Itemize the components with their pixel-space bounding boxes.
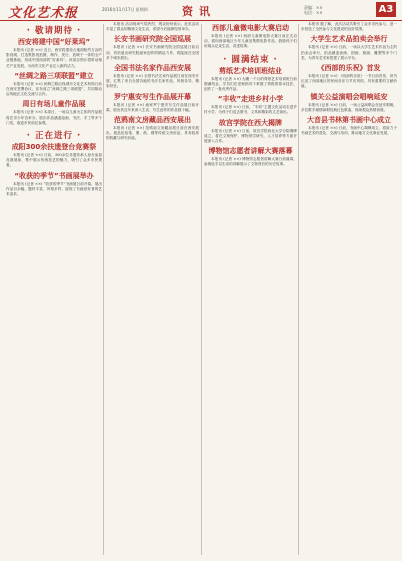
article-headline: 全国书法名家作品西安展 [114,64,191,73]
news-article [6,172,102,198]
article-body: 本报讯 (记者 ××) 日前，一场公益演唱会在延安唱响，多位歌手倾情演唱经典红色歌曲，现场观众热情高涨。 [301,102,397,112]
article-body: 本报讯 (记者 ××) 日前，书画中心揭牌成立，将致力于书画艺术的普及、交流与培训，推动地方文化事业发展。 [301,126,397,136]
news-article [204,67,297,93]
article-headline: 《西部的乐祝》首发 [317,64,381,73]
news-article [106,64,199,90]
news-article [106,22,199,32]
article-body: 本报讯 (记者 ××) 日前，“丰收”主题文化活动走进乡村小学，为孩子们送去图书、文具和精彩的文艺演出。 [204,105,297,115]
news-article [204,147,297,167]
article-body: 本报讯 (记者 ××) 日前，300余位非遗传承人登台参加竞赛展演，集中展示传统技艺的魅力，吸引了众多市民观看。 [6,153,102,168]
column-2 [106,22,199,557]
column-4 [301,22,397,557]
news-article [6,38,102,69]
article-headline: 故宫学院在西大揭牌 [219,118,282,127]
article-body: 本报讯 (记者 ××) 博物馆志愿者讲解大赛日前落幕，参赛选手以生动的讲解展示了文物背后的历史故事。 [204,157,297,167]
newspaper-logo: 文化艺术报 [8,6,79,21]
news-article [301,64,397,90]
article-body: 本报讯 (记者 ××) 长安书画研究院全国巡展日前启动，首站展出研究院画家创作的精品力作，将陆续在全国多个城市展出。 [106,45,199,60]
column-divider [103,24,104,555]
editor-line: 责编：×× [304,5,323,10]
article-body: 本报讯 (记者 ××) 为期一个月的剪纸艺术培训班日前圆满结业，学员们在老师指导下掌握了剪纸的基本技法，创作了一批优秀作品。 [204,76,297,92]
article-headline: “丝绸之路三项联盟”建立 [14,71,94,80]
article-headline: 西部儿童微电影大赛启动 [212,24,289,32]
column-divider [201,24,202,555]
column-1 [6,22,102,557]
article-body: 本报讯 (记者 ××) 范鸦南文房藏品展日前在西安展出，展品包括笔、墨、纸、砚等传统文房用品，具有较高的收藏与研究价值。 [106,126,199,141]
column-3 [204,22,297,557]
article-headline: 范鸦南文房藏品西安展出 [114,116,191,125]
article-headline: 周日有场儿童作品展 [22,100,86,109]
article-headline: 西安将建中国“好莱坞” [17,38,91,46]
article-headline: 大音县书林第书画中心成立 [307,116,391,125]
article-headline: 成阳300余扶遗登台竞赛祭 [11,143,97,152]
news-article [204,95,297,115]
editor-line: 电话：×× [304,10,323,15]
masthead [0,0,402,21]
article-headline: 长安书画研究院全国巡展 [114,35,191,44]
article-body: 本报讯 (记者 ××) 画家罗宁惠安写生作品展日前开幕，展出其近年来深入生活、写生创作的作品数十幅。 [106,102,199,112]
page-number: A3 [376,2,396,17]
section-banner: · 圆满结束 · [223,54,278,65]
article-body: 本报讯 (记者 ××) 本周日，一场以儿童为主体的作品展将在市少年宫举办，展出作品涵盖绘画、书法、手工等多个门类，欢迎市民前往参观。 [6,110,102,125]
news-article [301,116,397,136]
news-article [204,24,297,50]
article-body: 本报讯 (记者 ××) 丝绸之路沿线城市文化艺术机构日前在西安签署协议，宣布成立“丝绸之路三项联盟”，共同推动沿线地区文化交流与合作。 [6,81,102,97]
news-article [6,143,102,169]
news-article [301,35,397,61]
news-article [6,100,102,126]
section-title: 资讯 [182,5,216,18]
news-article [301,22,397,32]
news-article [6,72,102,98]
article-headline: “收获的季节”书画展举办 [14,171,94,180]
article-headline: 罗宁惠安写生作品展开幕 [114,92,191,101]
news-article [301,93,397,113]
section-banner: · 正在进行 · [26,131,82,142]
news-article [204,119,297,145]
article-headline: “丰收”走进乡村小学 [217,95,284,104]
editor-info [304,5,323,15]
article-body: 本报讯 (记者 ××) 近日，西安将建设占地面积约万亩的影视城，打造集影视拍摄、制作、发行、放映于一体的全产业链基地，形成中国西部的“好莱坞”。该项目预计将带动相关产业发展，为西安文化产业注入新的活力。 [6,48,102,68]
article-body: 本报讯 活动现场气氛热烈，观众纷纷表示，此类活动丰富了群众的精神文化生活，希望今后能够经常举办。 [106,22,199,32]
section-banner: · 敬请期待 · [26,26,82,36]
article-body: 本报讯 (记者 ××) 《西部的乐祝》一书日前首发，该书记录了西部地区的民间音乐与节庆风俗，具有重要的文献价值。 [301,74,397,89]
article-headline: 镇关公益演唱会唱响延安 [310,92,388,101]
issue-date: 2016年11月17日 星期四 [102,7,148,12]
article-body: 本报讯 据了解，此次活动共吸引了众多市民参与，进一步营造了全民参与文化建设的良好氛围。 [301,22,397,32]
article-body: 本报讯 (记者 ××) “收获的季节”书画展日前开幕，展出作品百余幅，题材丰富、风格多样，展现了书画爱好者的艺术追求。 [6,181,102,197]
news-article [106,35,199,61]
column-divider [298,24,299,555]
news-article [106,116,199,142]
article-body: 本报讯 (记者 ××) 西部儿童微电影大赛日前正式启动，面向西部地区少年儿童征集微电影作品，鼓励孩子们用镜头记录生活、讲述故事。 [204,34,297,49]
article-headline: 剪纸艺术培训班结业 [219,66,282,75]
article-headline: 大学生艺术品拍卖会举行 [310,35,388,44]
news-article [106,93,199,113]
article-body: 本报讯 (记者 ××) 日前，故宫学院西北大学分院揭牌成立，将在文物保护、博物馆学研究、人才培养等方面开展深入合作。 [204,128,297,144]
article-body: 本报讯 (记者 ××) 日前，一场以大学生艺术作品为主的拍卖会举行，拍品涵盖油画、国画、版画、雕塑等多个门类，为青年艺术家搭建了展示平台。 [301,45,397,60]
article-headline: 博物馆志愿者讲解大赛落幕 [208,147,293,156]
article-body: 本报讯 (记者 ××) 全国书法名家作品展日前在西安开展，汇集了来自全国各地的书法名家作品，风格各异、精彩纷呈。 [106,74,199,89]
